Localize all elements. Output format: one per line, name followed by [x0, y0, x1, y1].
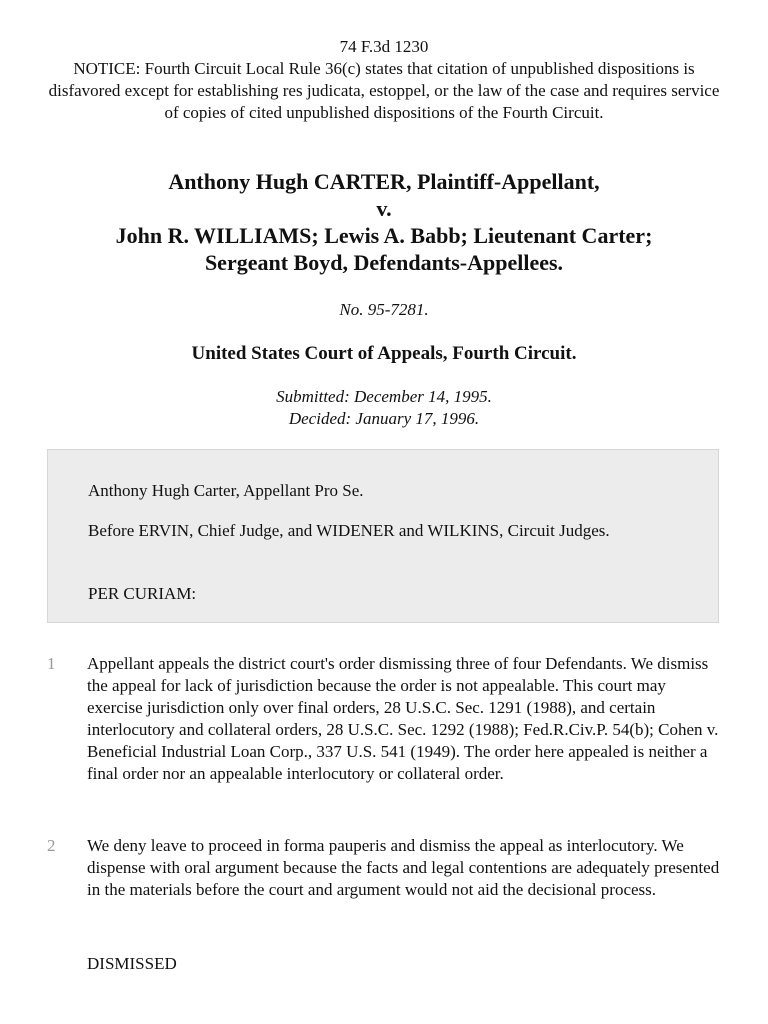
- plaintiff-line: Anthony Hugh CARTER, Plaintiff-Appellant,: [168, 169, 600, 194]
- disposition: DISMISSED: [87, 954, 177, 973]
- notice-text: NOTICE: Fourth Circuit Local Rule 36(c) states that citation of unpublished dispositions is disfavored except for establishing res judicata, estoppel, or the law of the case and requires service of copies of cited unpublished dispositions of the Fourth Circuit.: [48, 59, 720, 122]
- document-header: [40, 36, 728, 124]
- case-dates: [40, 386, 728, 430]
- court-name: United States Court of Appeals, Fourth Circuit.: [191, 343, 577, 364]
- counsel-panel: [47, 449, 719, 623]
- judges-text: Before ERVIN, Chief Judge, and WIDENER and WILKINS, Circuit Judges.: [88, 521, 610, 540]
- paragraph-number: 1: [47, 654, 56, 673]
- paragraph-text: Appellant appeals the district court's order dismissing three of four Defendants. We dismiss the appeal for lack of jurisdiction because the order is not appealable. This court may exercise jurisdiction only over final orders, 28 U.S.C. Sec. 1291 (1988), and certain interlocutory and collateral orders, 28 U.S.C. Sec. 1292 (1988); Fed.R.Civ.P. 54(b); Cohen v. Beneficial Industrial Loan Corp., 337 U.S. 541 (1949). The order here appealed is neither a final order nor an appealable interlocutory or collateral order.: [87, 654, 719, 783]
- paragraph-text: We deny leave to proceed in forma pauperis and dismiss the appeal as interlocutory. We dispense with oral argument because the facts and legal contentions are adequately presented in the materials before the court and argument would not aid the decisional process.: [87, 836, 720, 899]
- versus-line: v.: [376, 196, 392, 221]
- defendants-line-2: Sergeant Boyd, Defendants-Appellees.: [204, 250, 564, 275]
- case-caption: [40, 168, 728, 276]
- per-curiam-label: PER CURIAM:: [88, 584, 197, 603]
- citation: 74 F.3d 1230: [339, 37, 429, 56]
- defendants-line-1: John R. WILLIAMS; Lewis A. Babb; Lieutenant Carter;: [115, 223, 653, 248]
- submitted-date: Submitted: December 14, 1995.: [276, 387, 492, 406]
- counsel-text: Anthony Hugh Carter, Appellant Pro Se.: [88, 481, 364, 500]
- docket-number: No. 95-7281.: [339, 300, 429, 319]
- paragraph-number: 2: [47, 836, 56, 855]
- decided-date: Decided: January 17, 1996.: [288, 409, 480, 428]
